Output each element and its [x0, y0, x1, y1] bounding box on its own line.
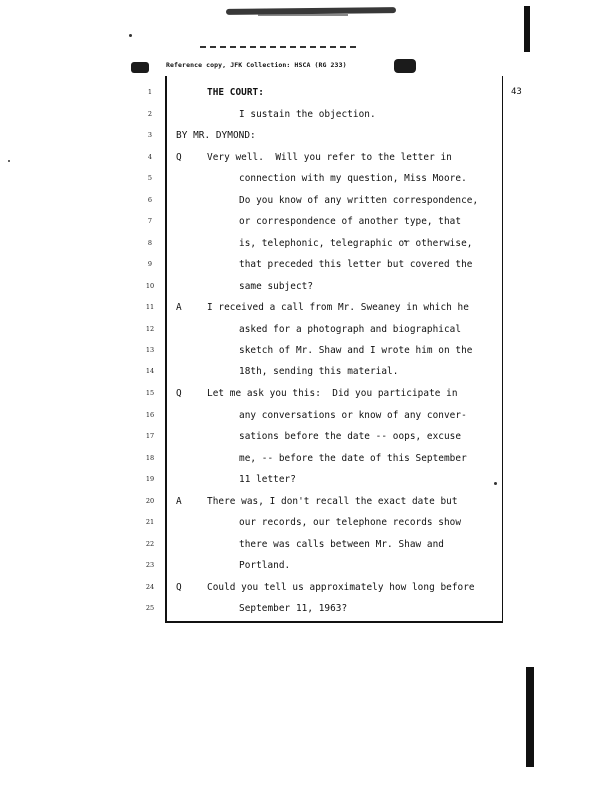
line-number: 4 [147, 153, 153, 161]
transcript-line: 11 letter? [239, 474, 296, 485]
line-number: 21 [145, 518, 155, 526]
line-number: 18 [145, 454, 155, 462]
line-number: 23 [145, 561, 155, 569]
scan-margin-bar-top [524, 6, 530, 52]
transcript-line: I received a call from Mr. Sweaney in which he [207, 302, 469, 313]
scan-margin-bar-bottom [526, 667, 534, 767]
transcript-line: our records, our telephone records show [239, 517, 462, 528]
transcript-line: asked for a photograph and biographical [239, 324, 462, 335]
redaction-scribble-shadow [258, 14, 348, 16]
speaker-marker-q: Q [176, 388, 182, 399]
line-number: 24 [145, 583, 155, 591]
line-number: 3 [147, 131, 153, 139]
transcript-line: September 11, 1963? [239, 603, 348, 614]
speaker-marker-q: Q [176, 152, 182, 163]
transcript-line: Portland. [239, 560, 291, 571]
transcript-line: that preceded this letter but covered the [239, 259, 473, 270]
transcript-line: same subject? [239, 281, 314, 292]
line-number: 2 [147, 110, 153, 118]
speaker-marker-a: A [176, 496, 182, 507]
speaker-marker-a: A [176, 302, 182, 313]
transcript-line: BY MR. DYMOND: [176, 130, 256, 141]
transcript-line: any conversations or know of any conver- [239, 410, 467, 421]
speaker-marker-q: Q [176, 582, 182, 593]
transcript-line: Do you know of any written correspondence, [239, 195, 479, 206]
line-number: 22 [145, 540, 155, 548]
transcript-line: or correspondence of another type, that [239, 216, 462, 227]
reference-note: Reference copy, JFK Collection: HSCA (RG 233) [166, 61, 347, 69]
transcript-line: sketch of Mr. Shaw and I wrote him on the [239, 345, 473, 356]
transcript-line: connection with my question, Miss Moore. [239, 173, 467, 184]
transcript-line: me, -- before the date of this September [239, 453, 467, 464]
line-number: 6 [147, 196, 153, 204]
transcript-line: Very well. Will you refer to the letter in [207, 152, 452, 163]
line-number: 16 [145, 411, 155, 419]
line-number: 5 [147, 174, 153, 182]
line-number: 13 [145, 346, 155, 354]
line-number: 12 [145, 325, 155, 333]
transcript-line: I sustain the objection. [239, 109, 376, 120]
transcript-line: Could you tell us approximately how long before [207, 582, 475, 593]
transcript-line: is, telephonic, telegraphic or otherwise, [239, 238, 473, 249]
transcript-line: there was calls between Mr. Shaw and [239, 539, 444, 550]
scan-noise-line [200, 46, 360, 48]
line-number: 10 [145, 282, 155, 290]
line-number: 11 [145, 303, 155, 311]
line-number: 9 [147, 260, 153, 268]
line-number: 19 [145, 475, 155, 483]
transcript-line: THE COURT: [207, 87, 264, 98]
ink-blot-right [394, 59, 416, 73]
transcript-line: Let me ask you this: Did you participate in [207, 388, 458, 399]
line-number: 7 [147, 217, 153, 225]
line-number: 1 [147, 88, 153, 96]
line-number: 25 [145, 604, 155, 612]
line-number: 14 [145, 367, 155, 375]
ink-blot-left [131, 62, 149, 73]
transcript-line: 18th, sending this material. [239, 366, 399, 377]
line-number: 15 [145, 389, 155, 397]
line-number: 20 [145, 497, 155, 505]
page-number: 43 [511, 87, 522, 97]
scan-speck [129, 34, 132, 37]
line-number: 8 [147, 239, 153, 247]
scan-speck [8, 160, 10, 162]
line-number: 17 [145, 432, 155, 440]
transcript-line: There was, I don't recall the exact date but [207, 496, 458, 507]
transcript-line: sations before the date -- oops, excuse [239, 431, 462, 442]
